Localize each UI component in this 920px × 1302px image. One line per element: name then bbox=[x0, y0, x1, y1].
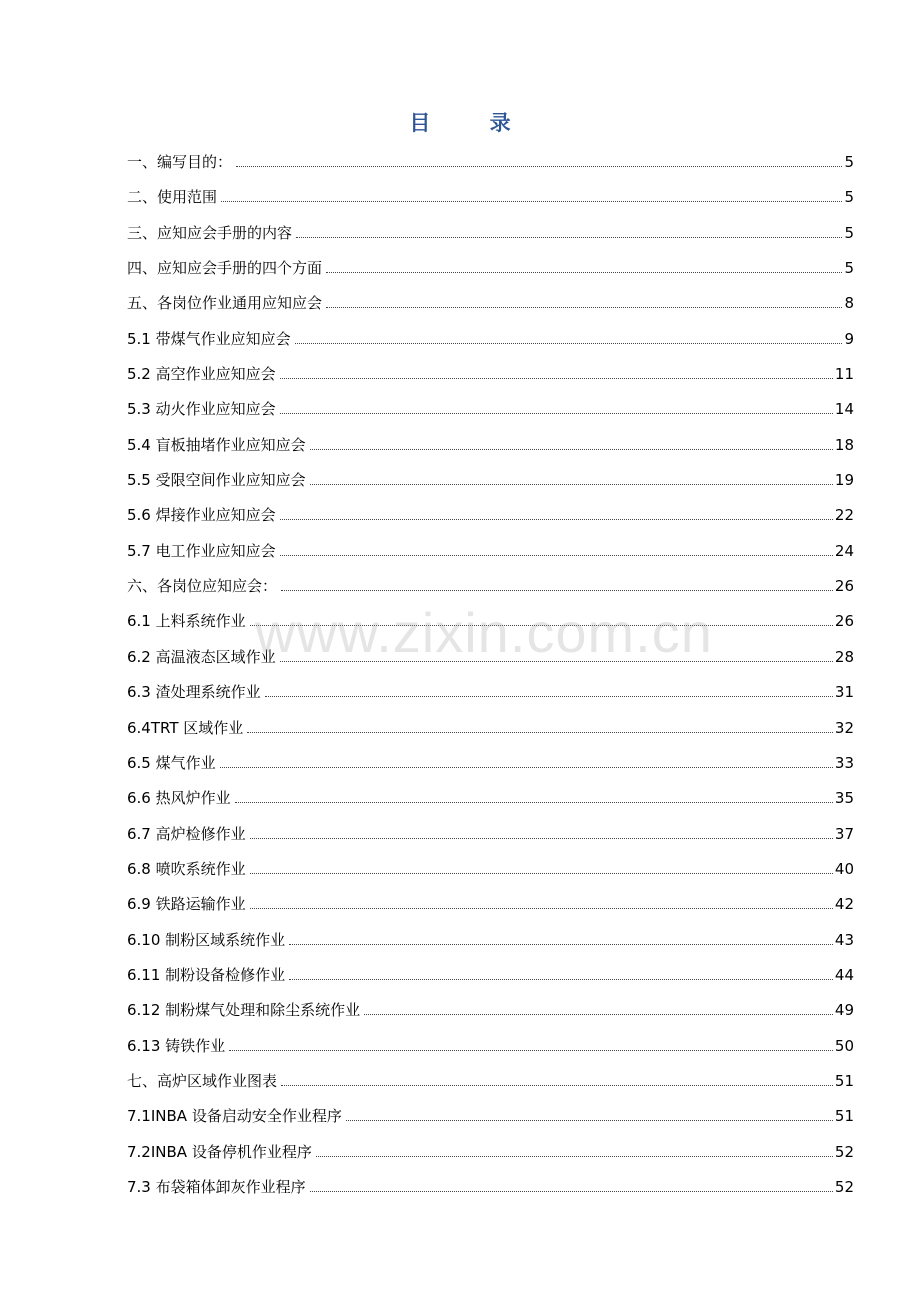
toc-entry[interactable] bbox=[127, 604, 854, 639]
toc-entry-label[interactable]: 七、高炉区域作业图表 bbox=[127, 1071, 278, 1090]
toc-entry-label[interactable]: 7.1INBA 设备启动安全作业程序 bbox=[127, 1107, 342, 1126]
toc-entry[interactable] bbox=[127, 180, 854, 215]
toc-entry-page-number[interactable]: 24 bbox=[834, 541, 854, 560]
toc-entry-page-number[interactable]: 5 bbox=[844, 188, 854, 207]
toc-entry-page-number[interactable]: 26 bbox=[834, 612, 854, 631]
toc-entry-page-number[interactable]: 31 bbox=[834, 683, 854, 702]
toc-entry-page-number[interactable]: 43 bbox=[834, 930, 854, 949]
toc-entry-label[interactable]: 五、各岗位作业通用应知应会 bbox=[127, 294, 323, 313]
toc-entry[interactable] bbox=[127, 675, 854, 710]
toc-dot-leader bbox=[265, 696, 833, 697]
toc-entry[interactable] bbox=[127, 1135, 854, 1170]
toc-entry-label[interactable]: 5.5 受限空间作业应知应会 bbox=[127, 471, 306, 490]
toc-entry[interactable] bbox=[127, 993, 854, 1028]
toc-entry-page-number[interactable]: 26 bbox=[834, 577, 854, 596]
toc-dot-leader bbox=[316, 1156, 833, 1157]
toc-entry[interactable] bbox=[127, 958, 854, 993]
toc-entry-page-number[interactable]: 9 bbox=[844, 329, 854, 348]
toc-entry-label[interactable]: 5.6 焊接作业应知应会 bbox=[127, 506, 276, 525]
toc-entry-page-number[interactable]: 51 bbox=[834, 1071, 854, 1090]
toc-dot-leader bbox=[235, 802, 833, 803]
toc-entry-page-number[interactable]: 44 bbox=[834, 965, 854, 984]
toc-dot-leader bbox=[280, 555, 833, 556]
toc-entry[interactable] bbox=[127, 428, 854, 463]
toc-entry-page-number[interactable]: 37 bbox=[834, 824, 854, 843]
toc-entry-page-number[interactable]: 5 bbox=[844, 259, 854, 278]
toc-entry-label[interactable]: 6.4TRT 区域作业 bbox=[127, 718, 244, 737]
toc-entry-label[interactable]: 6.6 热风炉作业 bbox=[127, 789, 231, 808]
toc-entry-page-number[interactable]: 35 bbox=[834, 789, 854, 808]
toc-entry[interactable] bbox=[127, 923, 854, 958]
toc-dot-leader bbox=[280, 661, 833, 662]
toc-entry-page-number[interactable]: 8 bbox=[844, 294, 854, 313]
toc-dot-leader bbox=[281, 1085, 833, 1086]
toc-dot-leader bbox=[280, 378, 833, 379]
toc-dot-leader bbox=[296, 237, 842, 238]
toc-entry-page-number[interactable]: 33 bbox=[834, 753, 854, 772]
toc-entry-label[interactable]: 5.3 动火作业应知应会 bbox=[127, 400, 276, 419]
toc-entry-page-number[interactable]: 11 bbox=[834, 365, 854, 384]
toc-entry-label[interactable]: 6.9 铁路运输作业 bbox=[127, 895, 246, 914]
toc-entry-label[interactable]: 6.3 渣处理系统作业 bbox=[127, 683, 261, 702]
toc-entry-label[interactable]: 6.8 喷吹系统作业 bbox=[127, 859, 246, 878]
toc-entry-label[interactable]: 5.7 电工作业应知应会 bbox=[127, 541, 276, 560]
toc-entry-label[interactable]: 6.7 高炉检修作业 bbox=[127, 824, 246, 843]
toc-entry-page-number[interactable]: 52 bbox=[834, 1177, 854, 1196]
toc-entry[interactable] bbox=[127, 1170, 854, 1205]
toc-entry-page-number[interactable]: 40 bbox=[834, 859, 854, 878]
toc-entry-page-number[interactable]: 52 bbox=[834, 1142, 854, 1161]
table-of-contents bbox=[127, 145, 854, 1205]
toc-entry[interactable] bbox=[127, 216, 854, 251]
toc-dot-leader bbox=[310, 1191, 833, 1192]
toc-entry-label[interactable]: 三、应知应会手册的内容 bbox=[127, 223, 293, 242]
toc-dot-leader bbox=[281, 590, 833, 591]
toc-entry-label[interactable]: 二、使用范围 bbox=[127, 188, 218, 207]
toc-entry[interactable] bbox=[127, 852, 854, 887]
toc-entry-label[interactable]: 6.12 制粉煤气处理和除尘系统作业 bbox=[127, 1001, 361, 1020]
toc-entry-label[interactable]: 6.11 制粉设备检修作业 bbox=[127, 965, 286, 984]
toc-entry[interactable] bbox=[127, 498, 854, 533]
toc-entry[interactable] bbox=[127, 357, 854, 392]
toc-entry-label[interactable]: 六、各岗位应知应会： bbox=[127, 577, 278, 596]
toc-dot-leader bbox=[280, 413, 833, 414]
toc-entry-label[interactable]: 7.2INBA 设备停机作业程序 bbox=[127, 1142, 312, 1161]
toc-dot-leader bbox=[310, 484, 833, 485]
toc-entry-page-number[interactable]: 18 bbox=[834, 435, 854, 454]
toc-entry[interactable] bbox=[127, 145, 854, 180]
toc-entry-label[interactable]: 6.13 铸铁作业 bbox=[127, 1036, 226, 1055]
toc-dot-leader bbox=[250, 625, 833, 626]
toc-entry-label[interactable]: 6.10 制粉区域系统作业 bbox=[127, 930, 286, 949]
toc-entry-page-number[interactable]: 5 bbox=[844, 153, 854, 171]
toc-dot-leader bbox=[295, 343, 843, 344]
toc-entry-label[interactable]: 5.4 盲板抽堵作业应知应会 bbox=[127, 435, 306, 454]
toc-entry[interactable] bbox=[127, 1029, 854, 1064]
toc-entry[interactable] bbox=[127, 251, 854, 286]
toc-dot-leader bbox=[250, 873, 833, 874]
toc-dot-leader bbox=[220, 767, 833, 768]
toc-entry-page-number[interactable]: 49 bbox=[834, 1001, 854, 1020]
toc-entry[interactable] bbox=[127, 569, 854, 604]
toc-entry-page-number[interactable]: 32 bbox=[834, 718, 854, 737]
toc-title: 目 录 bbox=[409, 111, 537, 135]
toc-entry-label[interactable]: 6.2 高温液态区域作业 bbox=[127, 647, 276, 666]
toc-entry-page-number[interactable]: 51 bbox=[834, 1107, 854, 1126]
toc-entry-page-number[interactable]: 28 bbox=[834, 647, 854, 666]
toc-entry-label[interactable]: 7.3 布袋箱体卸灰作业程序 bbox=[127, 1177, 306, 1196]
toc-entry[interactable] bbox=[127, 711, 854, 746]
toc-entry[interactable] bbox=[127, 781, 854, 816]
toc-entry[interactable] bbox=[127, 1064, 854, 1099]
toc-dot-leader bbox=[221, 201, 842, 202]
toc-entry[interactable] bbox=[127, 640, 854, 675]
toc-entry[interactable] bbox=[127, 887, 854, 922]
toc-entry[interactable] bbox=[127, 817, 854, 852]
toc-dot-leader bbox=[229, 1050, 833, 1051]
toc-entry-page-number[interactable]: 5 bbox=[844, 223, 854, 242]
toc-entry-page-number[interactable]: 22 bbox=[834, 506, 854, 525]
toc-dot-leader bbox=[346, 1120, 833, 1121]
toc-entry-page-number[interactable]: 50 bbox=[834, 1036, 854, 1055]
toc-entry-page-number[interactable]: 14 bbox=[834, 400, 854, 419]
toc-entry[interactable] bbox=[127, 392, 854, 427]
toc-dot-leader bbox=[289, 944, 833, 945]
toc-entry-label[interactable]: 5.2 高空作业应知应会 bbox=[127, 365, 276, 384]
toc-dot-leader bbox=[364, 1014, 833, 1015]
toc-entry[interactable] bbox=[127, 534, 854, 569]
toc-entry[interactable] bbox=[127, 463, 854, 498]
toc-dot-leader bbox=[326, 307, 842, 308]
toc-entry[interactable] bbox=[127, 746, 854, 781]
toc-entry-page-number[interactable]: 19 bbox=[834, 471, 854, 490]
toc-dot-leader bbox=[236, 166, 842, 167]
toc-dot-leader bbox=[247, 732, 833, 733]
toc-dot-leader bbox=[250, 908, 833, 909]
toc-dot-leader bbox=[326, 272, 842, 273]
watermark: www.zixin.com.cn bbox=[255, 601, 713, 664]
toc-entry[interactable] bbox=[127, 286, 854, 321]
toc-entry[interactable] bbox=[127, 322, 854, 357]
toc-dot-leader bbox=[250, 838, 833, 839]
toc-dot-leader bbox=[289, 979, 833, 980]
toc-entry-label[interactable]: 5.1 带煤气作业应知应会 bbox=[127, 329, 291, 348]
toc-dot-leader bbox=[310, 449, 833, 450]
toc-entry[interactable] bbox=[127, 1099, 854, 1134]
toc-entry-label[interactable]: 一、编写目的： bbox=[127, 153, 233, 171]
toc-entry-label[interactable]: 6.5 煤气作业 bbox=[127, 753, 216, 772]
toc-entry-label[interactable]: 四、应知应会手册的四个方面 bbox=[127, 259, 323, 278]
toc-entry-page-number[interactable]: 42 bbox=[834, 895, 854, 914]
toc-entry-label[interactable]: 6.1 上料系统作业 bbox=[127, 612, 246, 631]
toc-dot-leader bbox=[280, 519, 833, 520]
